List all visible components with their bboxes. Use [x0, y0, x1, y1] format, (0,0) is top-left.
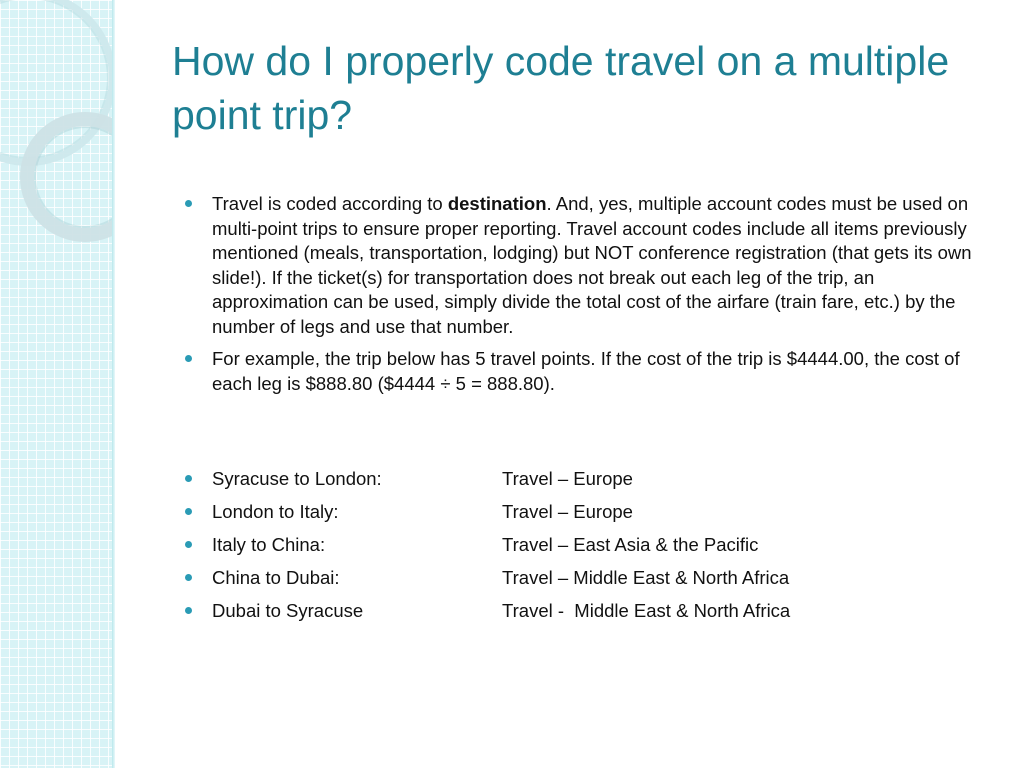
slide-title: How do I properly code travel on a multiple point trip? — [172, 38, 950, 138]
trip-leg-row — [185, 594, 985, 627]
trip-leg-row — [185, 495, 985, 528]
bullet-item — [185, 192, 985, 339]
trip-leg-row — [185, 528, 985, 561]
trip-leg: China to Dubai: — [212, 567, 340, 588]
trip-leg-row — [185, 462, 985, 495]
bullet-bold-text: destination — [447, 193, 547, 214]
slide-body — [185, 192, 985, 627]
trip-account-code: Travel – Europe — [502, 501, 633, 522]
trip-account-code: Travel – Middle East & North Africa — [502, 567, 790, 588]
bullet-icon — [185, 508, 192, 515]
trip-account-code: Travel - Middle East & North Africa — [502, 600, 791, 621]
bullet-icon — [185, 541, 192, 548]
bullet-icon — [185, 574, 192, 581]
trip-leg: Syracuse to London: — [212, 468, 382, 489]
spacer — [185, 404, 985, 462]
trip-account-code: Travel – East Asia & the Pacific — [502, 534, 759, 555]
bullet-icon — [185, 355, 192, 362]
trip-account-code: Travel – Europe — [502, 468, 633, 489]
bullet-icon — [185, 607, 192, 614]
decorative-grid-panel — [0, 0, 112, 768]
trip-leg: London to Italy: — [212, 501, 339, 522]
bullet-item — [185, 347, 985, 396]
bullet-text: For example, the trip below has 5 travel points. If the cost of the trip is $4444.00, the cost of each leg is $888.80 ($4444 ÷ 5 = 888.80). — [212, 348, 960, 394]
bullet-text: Travel is coded according to — [212, 193, 448, 214]
trip-leg: Italy to China: — [212, 534, 326, 555]
bullet-icon — [185, 475, 192, 482]
panel-edge — [112, 0, 115, 768]
trip-leg: Dubai to Syracuse — [212, 600, 364, 621]
bullet-icon — [185, 200, 192, 207]
trip-leg-row — [185, 561, 985, 594]
bullet-text: . And, yes, multiple account codes must be used on multi-point trips to ensure proper reporting. Travel account codes include all items previously mentioned (meals, transportation, lodging) but NOT conference registration (that gets its own slide!). If the ticket(s) for transportation does not break out each leg of the trip, an approximation can be used, simply divide the total cost of the airfare (train fare, etc.) by the number of legs and use that number. — [212, 193, 972, 337]
